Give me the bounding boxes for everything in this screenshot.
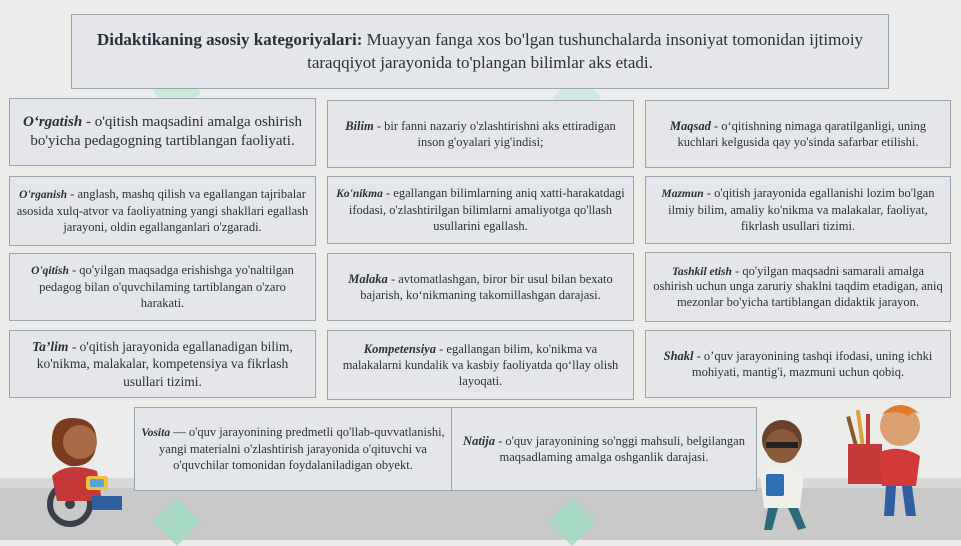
card-term: O'rganish	[19, 189, 68, 202]
card-vosita	[134, 407, 452, 491]
page-title	[71, 14, 889, 89]
card-term: O‘rgatish	[23, 113, 83, 130]
card-text: - egallangan bilim, ko'nikma va malakalarni kundalik va kasbiy faoliyatda qo‘llay olish layoqati.	[342, 341, 619, 389]
card-text: - o'qitish jarayonida egallanadigan bilim, ko'nikma, malakalar, kompetensiya va fikrlash usullari tizimi.	[36, 339, 293, 389]
card-mazmun	[645, 176, 951, 244]
floor	[0, 488, 961, 540]
card-text: - qo'yilgan maqsadni samarali amalga oshirish uchun unga zaruriy shaklni taqdim etadigan, aniq mezonlar bo'yicha tartiblangan didaktik jarayon.	[653, 263, 943, 309]
card-term: Kompetensiya	[363, 341, 436, 356]
card-text: - bir fanni nazariy o'zlashtirishni aks ettiradigan inson g'oyalari yig'indisi;	[373, 118, 616, 149]
card-term: Ko'nikma	[336, 188, 383, 201]
card-talim	[9, 330, 316, 398]
card-text: - o'quv jarayonining so'nggi mahsuli, belgilangan maqsadlaming amalga oshganlik darajasi.	[495, 433, 745, 464]
card-term: Maqsad	[669, 118, 711, 133]
title-text: Muayyan fanga xos bo'lgan tushunchalarda insoniyat tomonidan ijtimoiy taraqqiyot jarayonida to'plangan bilimlar aks etadi.	[307, 30, 864, 72]
card-term: Tashkil etish	[671, 265, 732, 278]
card-term: O'qitish	[31, 265, 69, 278]
card-tashkil	[645, 252, 951, 322]
card-text: - o'qitish jarayonida egallanishi lozim bo'lgan ilmiy bilim, amaliy ko'nikma va malakalar, faoliyat, fikrlash usullari tizimi.	[668, 186, 935, 234]
kid-reading-illustration	[752, 412, 814, 532]
kid-wheelchair-illustration	[32, 396, 132, 531]
card-maqsad	[645, 100, 951, 168]
card-text: - o‘qitishning nimaga qaratilganligi, uning kuchlari kelgusida qay yo'sinda safarbar etilishi.	[677, 118, 927, 149]
card-text: - anglash, mashq qilish va egallangan tajribalar asosida xulq-atvor va faoliyatning yangi shakllari egallash jarayoni, oldin egallanganlari o'zgaradi.	[16, 187, 309, 235]
card-malaka	[327, 253, 634, 321]
card-oqitish	[9, 253, 316, 321]
card-text: - o’quv jarayonining tashqi ifodasi, uning ichki mohiyati, mantig'i, mazmuni uchun qobiq.	[691, 348, 933, 379]
card-term: Ta’lim	[32, 339, 69, 355]
card-shakl	[645, 330, 951, 398]
card-term: Shakl	[663, 348, 694, 363]
card-term: Natija	[463, 433, 495, 448]
title-term: Didaktikaning asosiy kategoriyalari:	[96, 30, 363, 49]
card-text: - egallangan bilimlarning aniq xatti-harakatdagi ifodasi, o'zlashtirilgan bilimlarni amaliyotga qo'llash usullarini egallash.	[348, 186, 625, 234]
kid-backpack-illustration	[842, 396, 924, 522]
card-term: Vosita	[141, 427, 171, 440]
card-text: - qo'yilgan maqsadga erishishga yo'naltilgan pedagog bilan o'quvchilaming tartiblangan o'zaro harakati.	[39, 263, 294, 311]
card-text: - o'qitish maqsadini amalga oshirish bo'yicha pedagogning tartiblangan faoliyati.	[30, 113, 302, 149]
card-konikma	[327, 176, 634, 244]
card-text: - avtomatlashgan, biror bir usul bilan bexato bajarish, ko‘nikmaning takomillashgan darajasi.	[360, 271, 613, 302]
card-natija	[451, 407, 757, 491]
card-kompetensiya	[327, 330, 634, 400]
card-organish	[9, 176, 316, 246]
card-term: Bilim	[345, 118, 374, 133]
card-orgatish	[9, 98, 316, 166]
card-term: Mazmun	[661, 188, 704, 201]
card-term: Malaka	[348, 271, 388, 286]
card-bilim	[327, 100, 634, 168]
card-text: — o'quv jarayonining predmetli qo'llab-quvvatlanishi, yangi materialni o'zlashtirish jarayonida o'qituvchi va o'quvchilar tomonidan foydalaniladigan obyekt.	[159, 425, 445, 473]
